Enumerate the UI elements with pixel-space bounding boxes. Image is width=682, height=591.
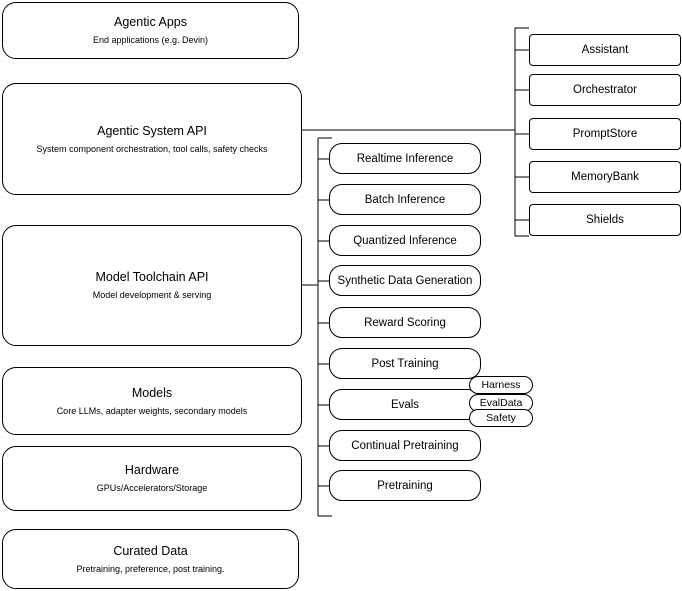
- component-label: Shields: [586, 214, 624, 226]
- component-label: PromptStore: [572, 128, 638, 140]
- component-promptstore[interactable]: [529, 118, 681, 150]
- layer-hardware[interactable]: [2, 446, 302, 511]
- component-safety[interactable]: [469, 409, 533, 427]
- component-shields[interactable]: [529, 204, 681, 236]
- component-label: Realtime Inference: [356, 152, 454, 165]
- component-label: Reward Scoring: [364, 316, 446, 329]
- component-assistant[interactable]: [529, 34, 681, 66]
- component-label: Evals: [390, 398, 420, 411]
- layer-subtitle: GPUs/Accelerators/Storage: [96, 483, 208, 493]
- component-label: Synthetic Data Generation: [337, 274, 473, 287]
- component-label: Orchestrator: [573, 84, 637, 96]
- component-label: EvalData: [479, 397, 523, 409]
- layer-title: Models: [131, 385, 173, 400]
- layer-subtitle: Pretraining, preference, post training.: [76, 563, 225, 574]
- component-label: Continual Pretraining: [351, 439, 459, 452]
- component-evals[interactable]: [329, 389, 481, 420]
- layer-title: Model Toolchain API: [95, 270, 209, 284]
- layer-title: Hardware: [124, 463, 180, 477]
- component-harness[interactable]: [469, 376, 533, 394]
- layer-subtitle: System component orchestration, tool calls, safety checks: [36, 143, 268, 154]
- component-batch-inference[interactable]: [329, 184, 481, 215]
- layer-agentic-system-api[interactable]: [2, 83, 302, 195]
- component-reward-scoring[interactable]: [329, 307, 481, 338]
- component-label: Post Training: [371, 357, 439, 370]
- layer-title: Agentic System API: [97, 123, 207, 138]
- component-memorybank[interactable]: [529, 161, 681, 193]
- component-label: Harness: [481, 379, 521, 391]
- layer-subtitle: End applications (e.g. Devin): [92, 35, 209, 45]
- component-label: Batch Inference: [364, 193, 446, 206]
- component-pretraining[interactable]: [329, 470, 481, 501]
- layer-model-toolchain-api[interactable]: [2, 225, 302, 346]
- component-label: Assistant: [581, 44, 629, 56]
- component-label: Safety: [486, 412, 516, 424]
- layer-subtitle: Core LLMs, adapter weights, secondary models: [56, 405, 248, 416]
- component-orchestrator[interactable]: [529, 74, 681, 106]
- component-quantized-inference[interactable]: [329, 225, 481, 256]
- component-continual-pretraining[interactable]: [329, 430, 481, 461]
- layer-title: Agentic Apps: [114, 15, 187, 29]
- layer-title: Curated Data: [113, 543, 188, 558]
- component-realtime-inference[interactable]: [329, 143, 481, 174]
- component-label: MemoryBank: [571, 171, 639, 183]
- component-label: Pretraining: [377, 479, 433, 492]
- layer-subtitle: Model development & serving: [92, 290, 212, 300]
- component-label: Quantized Inference: [353, 234, 457, 247]
- layer-models[interactable]: [2, 367, 302, 435]
- layer-agentic-apps[interactable]: [2, 2, 299, 59]
- component-synthetic-data-generation[interactable]: [329, 265, 481, 296]
- component-post-training[interactable]: [329, 348, 481, 379]
- layer-curated-data[interactable]: [2, 529, 299, 589]
